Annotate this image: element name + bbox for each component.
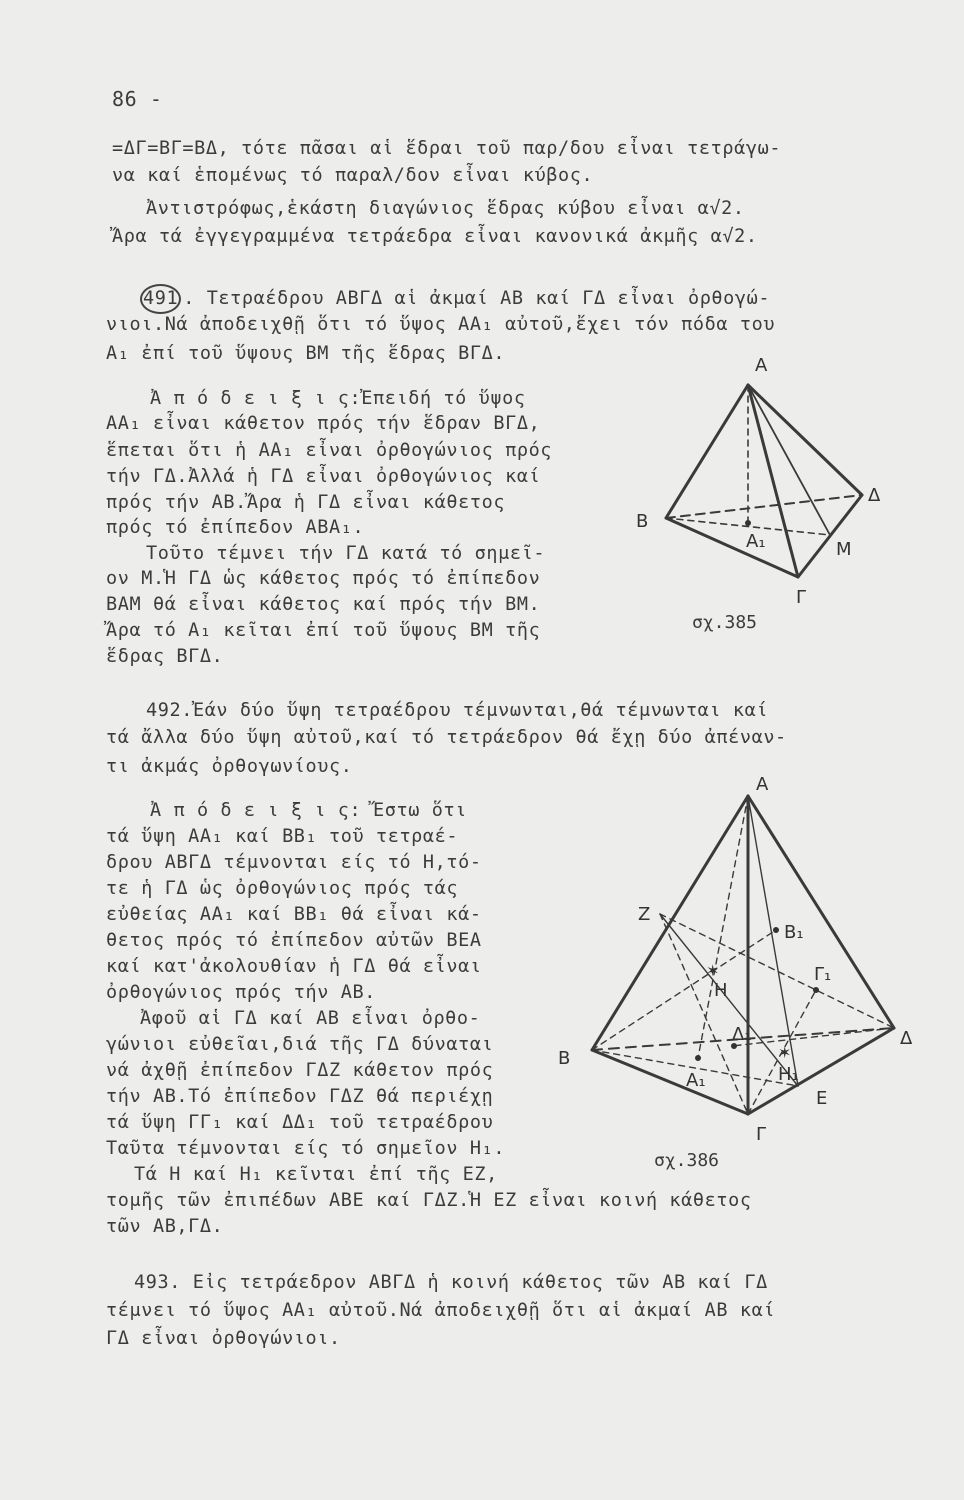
label-A: A	[755, 355, 768, 376]
point-G1	[813, 987, 819, 993]
label-D: Δ	[868, 485, 881, 506]
proof-line: ὀρθογώνιος πρός τήν ΑΒ.	[106, 982, 376, 1003]
proof-line: καί κατ'ἀκολουθίαν ἡ ΓΔ θά εἶναι	[106, 956, 482, 977]
text-line: Ἀντιστρόφως,ἑκάστη διαγώνιος ἕδρας κύβου εἶναι α√2.	[146, 198, 745, 219]
point-A1	[695, 1055, 701, 1061]
text-line: ΓΔ εἶναι ὀρθογώνιοι.	[106, 1328, 341, 1349]
proof-line: τῶν ΑΒ,ΓΔ.	[106, 1216, 224, 1237]
text-line: Ἄρα τά ἐγγεγραμμένα τετράεδρα εἶναι κανονικά ἀκμῆς α√2.	[112, 226, 758, 247]
problem-number-circled: 491	[140, 284, 181, 314]
text-line: τι ἀκμάς ὀρθογωνίους.	[106, 756, 353, 777]
label-A: A	[756, 774, 769, 795]
figure-386-caption: σχ.386	[654, 1150, 720, 1171]
label-D: Δ	[900, 1028, 913, 1049]
proof-line: Τά Η καί Η₁ κεῖνται ἐπί τῆς ΕΖ,	[134, 1164, 498, 1185]
label-M: M	[836, 539, 852, 560]
line-AM-inner	[748, 385, 790, 550]
proof-line: ΒΑΜ θά εἶναι κάθετος καί πρός τήν ΒΜ.	[106, 594, 541, 615]
proof-line: Ἀφοῦ αἱ ΓΔ καί ΑΒ εἶναι ὀρθο-	[140, 1008, 481, 1029]
proof-line: τε ἡ ΓΔ ὡς ὀρθογώνιος πρός τάς	[106, 878, 459, 899]
edge-GD	[798, 495, 862, 577]
edge-BG	[666, 518, 798, 577]
text-line: =ΔΓ=ΒΓ=ΒΔ, τότε πᾶσαι αἱ ἕδραι τοῦ παρ/δου εἶναι τετράγω-	[112, 138, 782, 159]
proof-line: Ἀ π ό δ ε ι ξ ι ς: Ἔστω ὅτι	[150, 800, 467, 821]
proof-line: πρός τό ἐπίπεδον ΑΒΑ₁.	[106, 517, 365, 538]
edge-AD	[748, 385, 862, 495]
proof-line: εὐθείας ΑΑ₁ καί ΒΒ₁ θά εἶναι κά-	[106, 904, 482, 925]
problem-493-statement: 493. Εἰς τετράεδρον ΑΒΓΔ ἡ κοινή κάθετος τῶν ΑΒ καί ΓΔ	[134, 1272, 768, 1293]
label-B: B	[636, 511, 649, 532]
proof-line: πρός τήν ΑΒ.Ἄρα ἡ ΓΔ εἶναι κάθετος	[106, 492, 506, 513]
text-line: νιοι.Νά ἀποδειχθῇ ὅτι τό ὕψος ΑΑ₁ αὐτοῦ,ἔχει τόν πόδα του	[106, 314, 776, 335]
label-G: Γ	[796, 587, 807, 608]
label-Z: Z	[638, 904, 651, 925]
text-line: τά ἄλλα δύο ὕψη αὐτοῦ,καί τό τετράεδρον θά ἔχῃ δύο ἀπέναν-	[106, 727, 787, 748]
text-line: Α₁ ἐπί τοῦ ὕψους ΒΜ τῆς ἕδρας ΒΓΔ.	[106, 343, 506, 364]
label-E: E	[816, 1088, 828, 1109]
text-line: . Τετραέδρου ΑΒΓΔ αἱ ἀκμαί ΑΒ καί ΓΔ εἶναι ὀρθογώ-	[183, 288, 771, 309]
edge-AB	[592, 796, 748, 1050]
label-B: B	[558, 1048, 571, 1069]
edge-AB	[666, 385, 748, 518]
proof-line: τά ὕψη ΑΑ₁ καί ΒΒ₁ τοῦ τετραέ-	[106, 826, 459, 847]
point-B1	[773, 927, 779, 933]
figure-385-caption: σχ.385	[692, 612, 758, 633]
label-G1: Γ₁	[814, 964, 832, 985]
label-G: Γ	[756, 1124, 767, 1145]
line-AM	[748, 385, 830, 535]
proof-line: θετος πρός τό ἐπίπεδον αὐτῶν ΒΕΑ	[106, 930, 482, 951]
proof-line: Τοῦτο τέμνει τήν ΓΔ κατά τό σημεῖ-	[146, 543, 546, 564]
proof-line: Ταῦτα τέμνονται είς τό σημεῖον Η₁.	[106, 1138, 506, 1159]
problem-492-statement: 492.Ἐάν δύο ὕψη τετραέδρου τέμνωνται,θά τέμνωνται καί	[146, 700, 769, 721]
point-A1	[745, 520, 751, 526]
label-H1: H₁	[778, 1064, 799, 1085]
proof-line: δρου ΑΒΓΔ τέμνονται είς τό Η,τό-	[106, 852, 482, 873]
text-line: τέμνει τό ὕψος ΑΑ₁ αὐτοῦ.Νά ἀποδειχθῇ ὅτι αἱ ἀκμαί ΑΒ καί	[106, 1300, 776, 1321]
label-D1: Δ₁	[732, 1024, 752, 1045]
point-H-star: ✶	[706, 961, 720, 980]
figure-385-tetrahedron	[630, 355, 890, 615]
page-number: 86 -	[112, 87, 163, 111]
label-B1: B₁	[784, 922, 804, 943]
proof-line: τομῆς τῶν ἐπιπέδων ΑΒΕ καί ΓΔΖ.Ἡ ΕΖ εἶναι κοινή κάθετος	[106, 1190, 752, 1211]
proof-line: ἕπεται ὅτι ἡ ΑΑ₁ εἶναι ὀρθογώνιος πρός	[106, 440, 553, 461]
proof-line: ΑΑ₁ εἶναι κάθετον πρός τήν ἕδραν ΒΓΔ,	[106, 413, 541, 434]
edge-BD	[666, 495, 862, 518]
proof-line: Ἀ π ό δ ε ι ξ ι ς:Ἐπειδή τό ὕψος	[150, 388, 526, 409]
figure-386-tetrahedron	[552, 768, 924, 1148]
proof-line: τήν ΑΒ.Τό ἐπίπεδον ΓΔΖ θά περιέχῃ	[106, 1086, 494, 1107]
proof-line: ἕδρας ΒΓΔ.	[106, 646, 224, 667]
problem-491-statement	[140, 284, 770, 314]
label-H: H	[714, 980, 728, 1001]
proof-line: τήν ΓΔ.Ἀλλά ἡ ΓΔ εἶναι ὀρθογώνιος καί	[106, 466, 541, 487]
proof-line: νά ἀχθῇ ἐπίπεδον ΓΔΖ κάθετον πρός	[106, 1060, 494, 1081]
proof-line: τά ὕψη ΓΓ₁ καί ΔΔ₁ τοῦ τετραέδρου	[106, 1112, 494, 1133]
text-line: να καί ἑπομένως τό παραλ/δον εἶναι κύβος.	[112, 165, 594, 186]
label-A1: A₁	[746, 531, 766, 552]
point-H1-star: ✶	[778, 1043, 792, 1062]
proof-line: ον Μ.Ἡ ΓΔ ὡς κάθετος πρός τό ἐπίπεδον	[106, 568, 541, 589]
label-A1: A₁	[686, 1070, 706, 1091]
proof-line: γώνιοι εὐθεῖαι,διά τῆς ΓΔ δύναται	[106, 1034, 494, 1055]
proof-line: Ἄρα τό Α₁ κεῖται ἐπί τοῦ ὕψους ΒΜ τῆς	[106, 620, 541, 641]
